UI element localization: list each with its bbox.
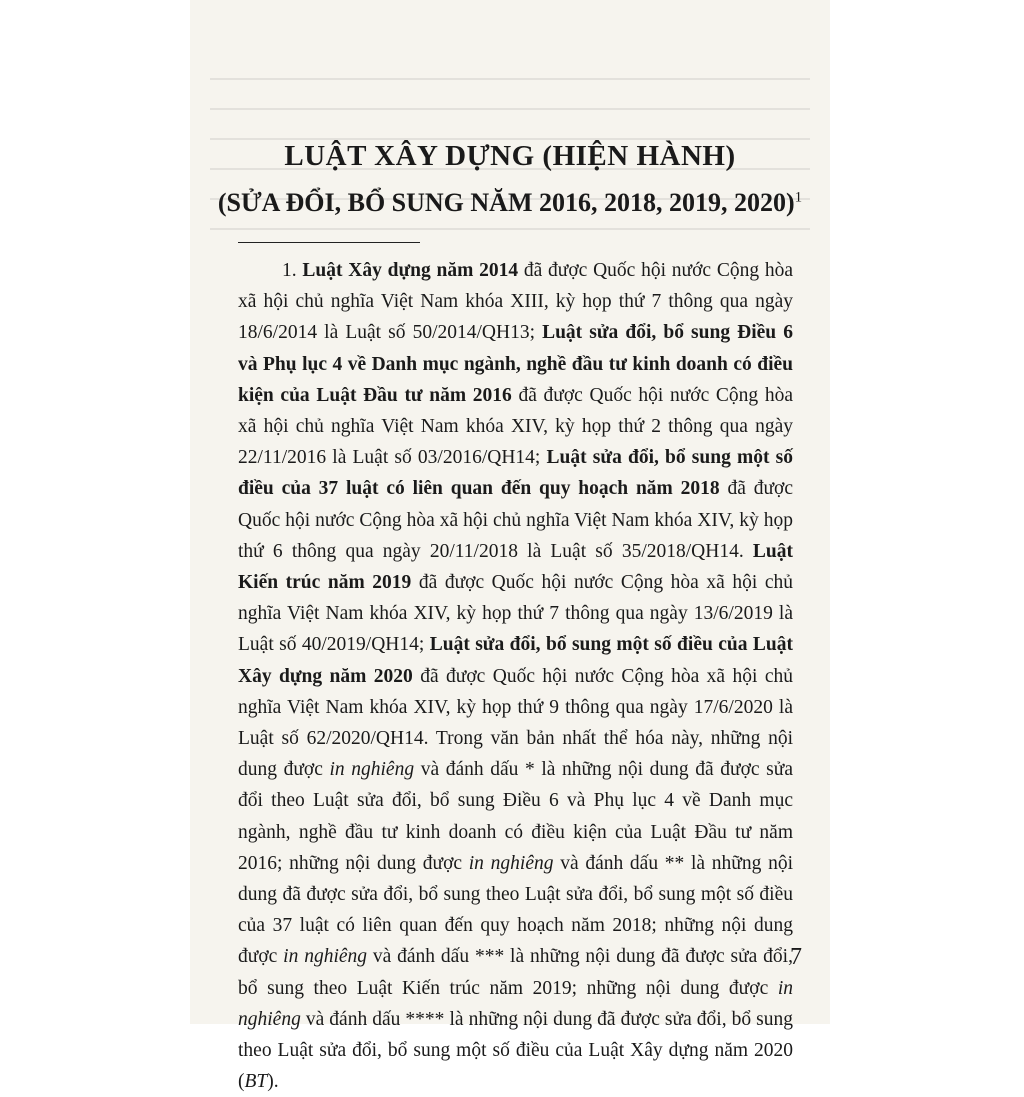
- footnote-bold: Luật Xây dựng năm 2014: [302, 260, 519, 281]
- footnote-run: và đánh dấu **** là những nội dung đã được sửa đổi, bổ sung theo Luật sửa đổi, bổ sung một số điều của Luật Xây dựng năm 2020 (: [238, 1008, 793, 1093]
- footnote-bold: Luật sửa đổi, bổ sung một số điều của 37 luật có liên quan đến quy hoạch năm 2018: [238, 447, 793, 500]
- footnote-divider: [238, 242, 420, 243]
- footnote-italic: in nghiêng: [468, 852, 554, 874]
- footnote-run: đã được Quốc hội nước Cộng hòa xã hội chủ nghĩa Việt Nam khóa XIV, kỳ họp thứ 2 thông qua ngày 22/11/2016 là Luật số 03/2016/QH14;: [238, 384, 793, 469]
- footnote-run: đã được Quốc hội nước Cộng hòa xã hội chủ nghĩa Việt Nam khóa XIV, kỳ họp thứ 9 thông qua ngày 17/6/2020 là Luật số 62/2020/QH14. Trong văn bản nhất thể hóa này, những nội dung được: [238, 665, 793, 781]
- footnote-bold: Luật Kiến trúc năm 2019: [238, 540, 793, 594]
- footnote-italic: in nghiêng: [238, 977, 793, 1030]
- footnote-run: và đánh dấu * là những nội dung đã được sửa đổi theo Luật sửa đổi, bổ sung Điều 6 và Phụ lục 4 về Danh mục ngành, nghề đầu tư kinh doanh có điều kiện của Luật Đầu tư năm 2016; những nội dung được: [238, 759, 793, 874]
- footnote-italic: in nghiêng: [283, 946, 368, 968]
- footnote-run: ).: [267, 1071, 279, 1093]
- page-subtitle: [190, 188, 830, 218]
- footnote-run: đã được Quốc hội nước Cộng hòa xã hội chủ nghĩa Việt Nam khóa XIII, kỳ họp thứ 7 thông qua ngày 18/6/2014 là Luật số 50/2014/QH13;: [238, 260, 793, 344]
- subtitle-text: (SỬA ĐỔI, BỔ SUNG NĂM 2016, 2018, 2019, 2020): [217, 188, 795, 217]
- footnote-bold: Luật sửa đổi, bổ sung một số điều của Luật Xây dựng năm 2020: [238, 634, 793, 687]
- page-number: 7: [790, 944, 802, 970]
- footnote-run: đã được Quốc hội nước Cộng hòa xã hội chủ nghĩa Việt Nam khóa XIV, kỳ họp thứ 7 thông qua ngày 13/6/2019 là Luật số 40/2019/QH14;: [238, 572, 793, 656]
- footnote-bold: Luật sửa đổi, bổ sung Điều 6 và Phụ lục 4 về Danh mục ngành, nghề đầu tư kinh doanh có điều kiện của Luật Đầu tư năm 2016: [238, 322, 793, 406]
- footnote-run: và đánh dấu *** là những nội dung đã được sửa đổi, bổ sung theo Luật Kiến trúc năm 2019; những nội dung được: [238, 946, 793, 999]
- footnote-run: và đánh dấu ** là những nội dung đã được sửa đổi, bổ sung theo Luật sửa đổi, bổ sung một số điều của 37 luật có liên quan đến quy hoạch năm 2018; những nội dung được: [238, 852, 793, 968]
- footnote-number: 1.: [282, 260, 297, 281]
- footnote-run: đã được Quốc hội nước Cộng hòa xã hội chủ nghĩa Việt Nam khóa XIV, kỳ họp thứ 6 thông qua ngày 20/11/2018 là Luật số 35/2018/QH14.: [238, 478, 793, 562]
- page-title: LUẬT XÂY DỰNG (HIỆN HÀNH): [284, 140, 736, 172]
- footnote-italic: in nghiêng: [329, 759, 415, 781]
- footnote-text: [238, 255, 793, 1097]
- footnote-italic: BT: [244, 1071, 268, 1093]
- footnote-marker: 1: [794, 189, 803, 206]
- book-page: [190, 0, 830, 1093]
